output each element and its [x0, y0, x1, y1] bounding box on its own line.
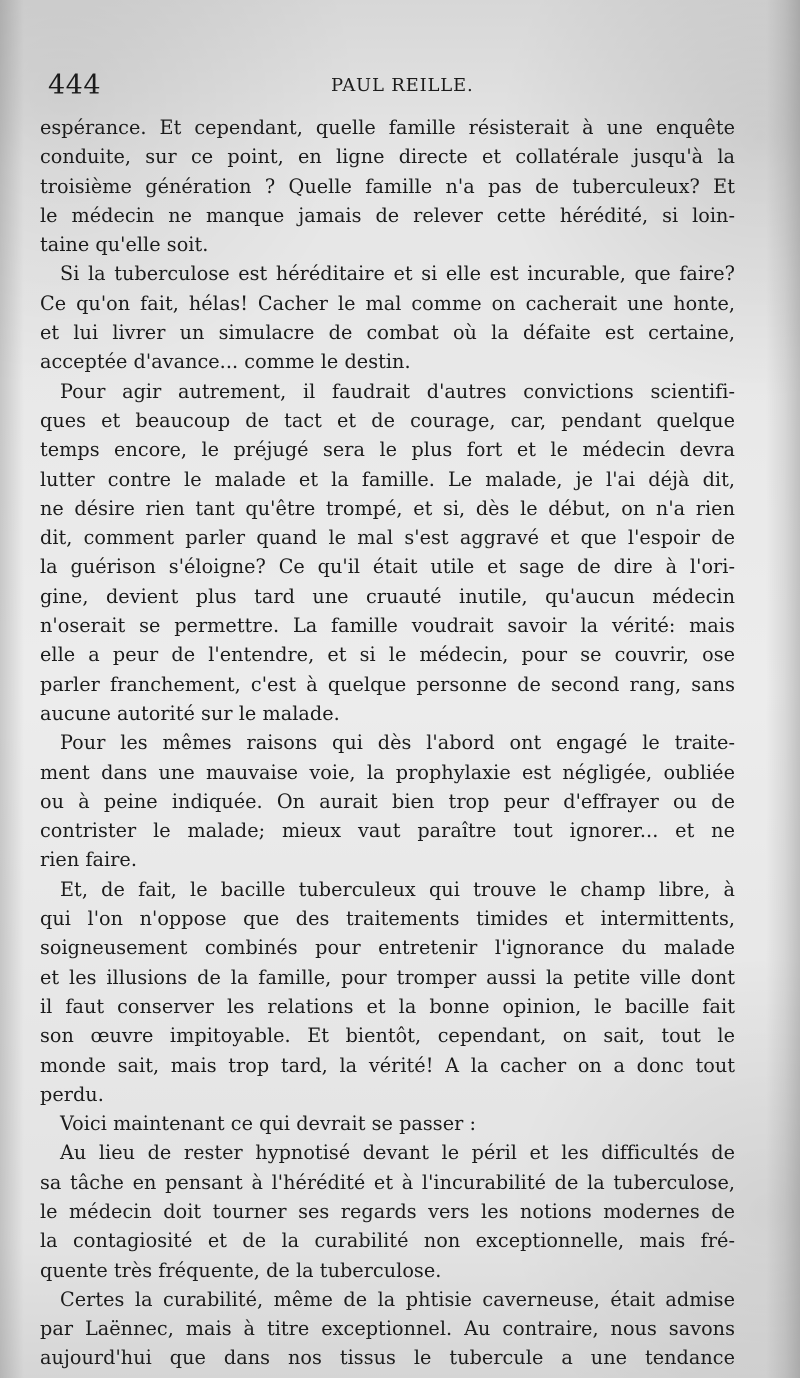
left-page-shadow: [0, 0, 24, 1378]
text-line: contrister le malade; mieux vaut paraître tout ignorer... et ne: [40, 819, 735, 843]
text-line: aucune autorité sur le malade.: [40, 701, 340, 725]
text-line: Au lieu de rester hypnotisé devant le péril et les difficultés de: [60, 1141, 735, 1165]
text-line: Voici maintenant ce qui devrait se passer :: [60, 1112, 476, 1136]
text-line: lutter contre le malade et la famille. Le malade, je l'ai déjà dit,: [40, 467, 735, 491]
text-line: qui l'on n'oppose que des traitements timides et intermittents,: [40, 907, 735, 931]
text-line: son œuvre impitoyable. Et bientôt, cependant, on sait, tout le: [40, 1024, 735, 1048]
text-line: Et, de fait, le bacille tuberculeux qui trouve le champ libre, à: [60, 877, 735, 901]
text-line: taine qu'elle soit.: [40, 233, 209, 257]
text-line: aujourd'hui que dans nos tissus le tubercule a une tendance: [40, 1346, 735, 1370]
text-line: il faut conserver les relations et la bonne opinion, le bacille fait: [40, 994, 735, 1018]
text-line: Pour agir autrement, il faudrait d'autres convictions scientifi-: [60, 379, 735, 403]
body-text: [40, 113, 735, 1373]
text-line: rien faire.: [40, 848, 137, 872]
text-line: perdu.: [40, 1082, 104, 1106]
text-line: la guérison s'éloigne? Ce qu'il était utile et sage de dire à l'ori-: [40, 555, 735, 579]
text-line: elle a peur de l'entendre, et si le médecin, pour se couvrir, ose: [40, 643, 735, 667]
text-line: conduite, sur ce point, en ligne directe et collatérale jusqu'à la: [40, 145, 735, 169]
text-line: parler franchement, c'est à quelque personne de second rang, sans: [40, 672, 735, 696]
text-line: le médecin doit tourner ses regards vers les notions modernes de: [40, 1199, 735, 1223]
text-line: Pour les mêmes raisons qui dès l'abord ont engagé le traite-: [60, 731, 735, 755]
text-line: Certes la curabilité, même de la phtisie caverneuse, était admise: [60, 1287, 735, 1311]
text-line: espérance. Et cependant, quelle famille résisterait à une enquête: [40, 116, 735, 139]
page-number: 444: [48, 70, 102, 101]
text-line: dit, comment parler quand le mal s'est aggravé et que l'espoir de: [40, 526, 735, 550]
text-line: troisième génération ? Quelle famille n'a pas de tuberculeux? Et: [40, 174, 735, 198]
text-line: la contagiosité et de la curabilité non exceptionnelle, mais fré-: [40, 1229, 735, 1253]
text-line: monde sait, mais trop tard, la vérité! A la cacher on a donc tout: [40, 1053, 735, 1077]
text-line: ne désire rien tant qu'être trompé, et si, dès le début, on n'a rien: [40, 496, 735, 520]
page-header: [48, 70, 738, 104]
text-line: gine, devient plus tard une cruauté inutile, qu'aucun médecin: [40, 584, 735, 608]
text-line: soigneusement combinés pour entretenir l'ignorance du malade: [40, 936, 735, 960]
text-line: et lui livrer un simulacre de combat où la défaite est certaine,: [40, 321, 735, 345]
text-line: le médecin ne manque jamais de relever cette hérédité, si loin-: [40, 203, 735, 227]
running-head: PAUL REILLE.: [331, 75, 474, 96]
right-page-gutter: [766, 0, 800, 1378]
text-line: sa tâche en pensant à l'hérédité et à l'incurabilité de la tuberculose,: [40, 1170, 735, 1194]
text-line: ment dans une mauvaise voie, la prophylaxie est négligée, oubliée: [40, 760, 735, 784]
text-line: n'oserait se permettre. La famille voudrait savoir la vérité: mais: [40, 614, 735, 638]
text-line: par Laënnec, mais à titre exceptionnel. Au contraire, nous savons: [40, 1317, 735, 1341]
text-line: Si la tuberculose est héréditaire et si elle est incurable, que faire?: [60, 262, 735, 286]
text-line: ou à peine indiquée. On aurait bien trop peur d'effrayer ou de: [40, 789, 735, 813]
text-line: Ce qu'on fait, hélas! Cacher le mal comme on cacherait une honte,: [40, 291, 735, 315]
text-line: et les illusions de la famille, pour tromper aussi la petite ville dont: [40, 965, 735, 989]
text-line: quente très fréquente, de la tuberculose.: [40, 1258, 442, 1282]
text-line: temps encore, le préjugé sera le plus fort et le médecin devra: [40, 438, 735, 462]
text-line: acceptée d'avance... comme le destin.: [40, 350, 411, 374]
text-line: ques et beaucoup de tact et de courage, car, pendant quelque: [40, 408, 735, 432]
